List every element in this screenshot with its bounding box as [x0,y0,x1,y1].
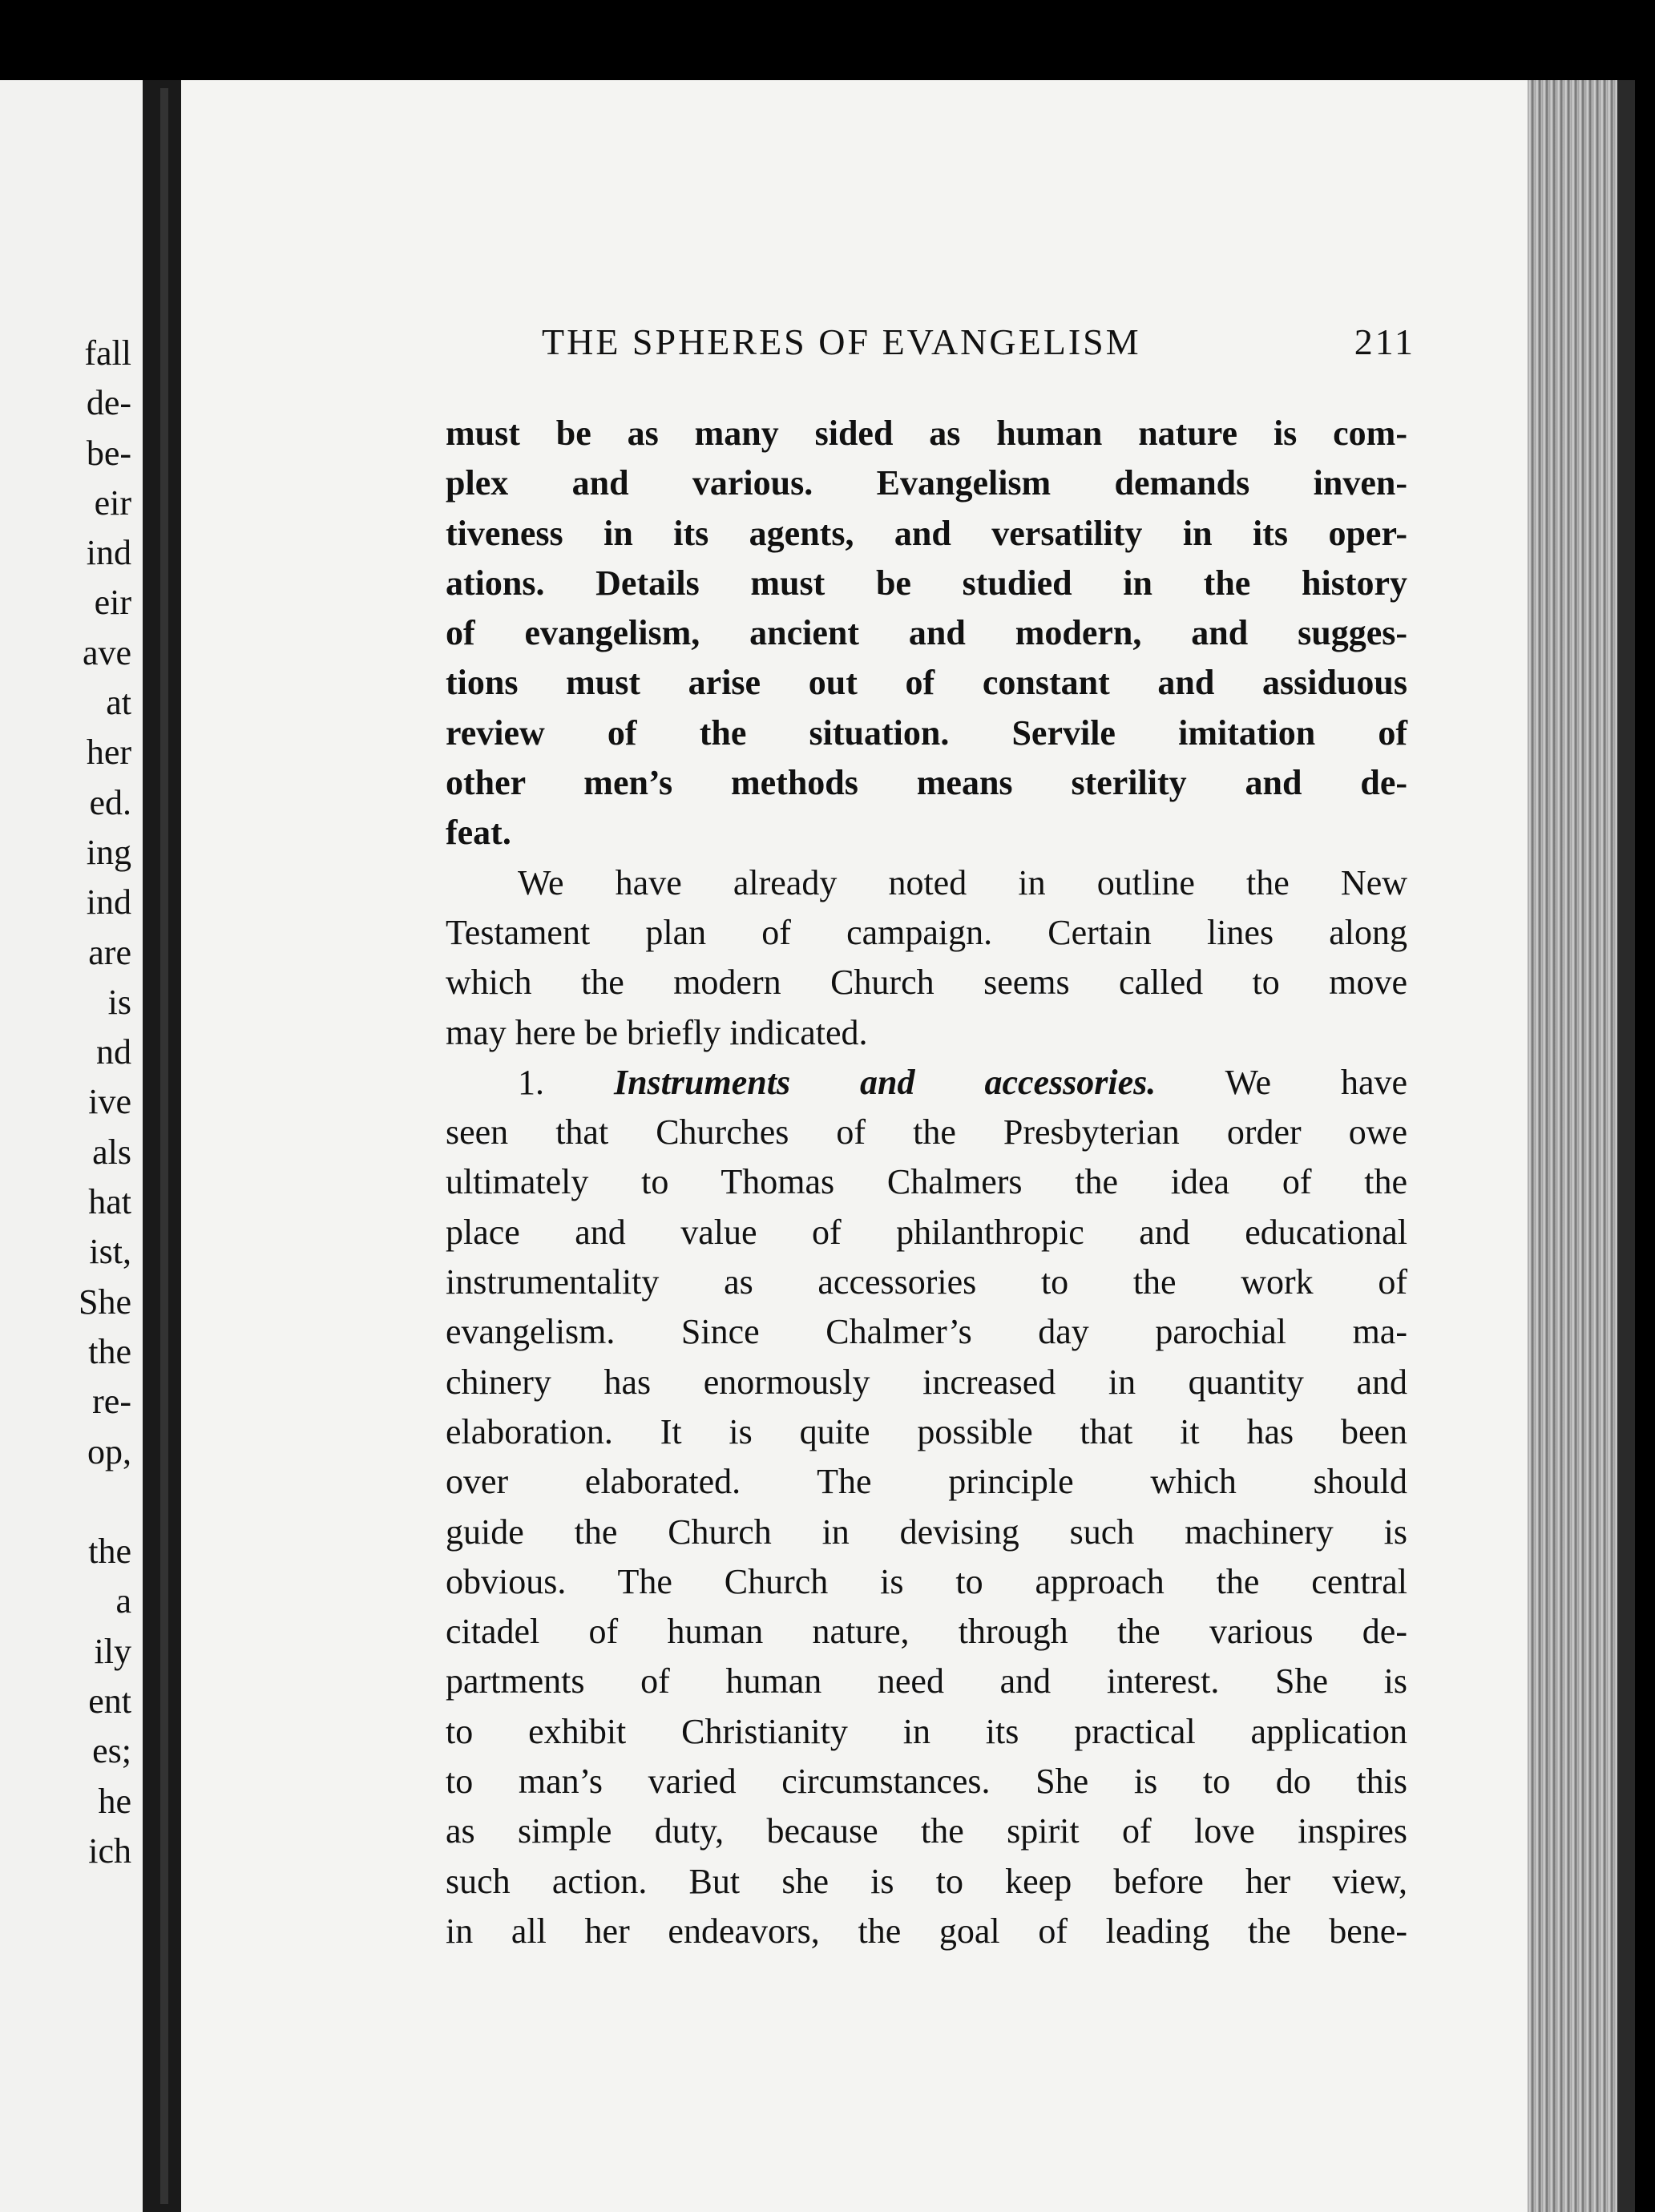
left-line-fragment: op, [87,1431,131,1471]
left-line-fragment: She [79,1282,131,1322]
page-edges [1528,80,1617,2212]
text-line: We have already noted in outline the New [518,862,1407,902]
left-line-fragment: als [92,1132,131,1172]
text-line: over elaborated. The principle which should [446,1462,1407,1502]
section-heading: Instruments and accessories. [613,1062,1156,1102]
text-line: must be as many sided as human nature is com- [446,414,1407,453]
text-line: such action. But she is to keep before her view, [446,1861,1407,1901]
text-line: as simple duty, because the spirit of love inspires [446,1811,1407,1851]
left-line-fragment: ent [88,1681,131,1722]
text-line: review of the situation. Servile imitation of [446,712,1407,753]
left-line-fragment: ave [82,632,131,672]
left-line-fragment: ich [88,1831,131,1871]
left-line-fragment: are [88,932,131,972]
right-page [181,80,1528,2212]
left-line-fragment: ind [86,882,131,922]
left-line-fragment: es; [92,1731,131,1771]
text-line: in all her endeavors, the goal of leading the bene- [446,1911,1407,1951]
text-line: elaboration. It is quite possible that it has been [446,1411,1407,1451]
left-line-fragment: at [106,683,131,723]
section-number: 1. [518,1062,544,1102]
text-line: which the modern Church seems called to move [446,963,1407,1003]
text-line: ations. Details must be studied in the history [446,563,1407,603]
text-line: tiveness in its agents, and versatility in its oper- [446,513,1407,553]
left-line-fragment: eir [94,583,131,623]
gutter-fold-line [160,88,168,2204]
text-line-tail: We have [1225,1062,1407,1102]
left-line-fragment: fall [84,333,131,373]
body-text [446,409,1407,1956]
text-line: other men’s methods means sterility and de- [446,763,1407,803]
left-line-fragment [0,1477,136,1527]
left-line-fragment: hat [88,1182,131,1222]
page-number: 211 [1354,321,1415,362]
left-line-fragment: ive [88,1082,131,1122]
text-line: evangelism. Since Chalmer’s day parochial ma- [446,1312,1407,1352]
text-line: of evangelism, ancient and modern, and sugges- [446,613,1407,653]
text-line: citadel of human nature, through the various de- [446,1612,1407,1652]
text-line: Testament plan of campaign. Certain lines along [446,912,1407,952]
left-line-fragment: he [98,1781,131,1821]
text-line: plex and various. Evangelism demands inven- [446,463,1407,503]
left-line-fragment: ily [94,1631,131,1671]
left-line-fragment: ing [86,832,131,872]
left-line-fragment: the [88,1331,131,1371]
left-line-fragment: the [88,1532,131,1572]
left-page-fragment [0,80,143,2212]
left-line-fragment: eir [94,482,131,523]
left-line-fragment: ist, [89,1232,131,1272]
page-edges-shadow [1617,80,1635,2212]
text-line: obvious. The Church is to approach the central [446,1561,1407,1601]
text-line: to man’s varied circumstances. She is to do this [446,1762,1407,1802]
left-line-fragment: be- [86,433,131,473]
left-line-fragment: re- [92,1382,131,1422]
text-line: seen that Churches of the Presbyterian order owe [446,1112,1407,1152]
text-line: chinery has enormously increased in quantity and [446,1362,1407,1402]
left-line-fragment: is [107,982,131,1022]
text-line: ultimately to Thomas Chalmers the idea of the [446,1162,1407,1202]
running-head-title: THE SPHERES OF EVANGELISM [542,321,1141,362]
left-line-fragment: nd [96,1032,131,1072]
left-line-fragment: a [115,1581,131,1621]
text-line: to exhibit Christianity in its practical application [446,1711,1407,1751]
text-line: feat. [446,813,511,853]
text-line: guide the Church in devising such machinery is [446,1512,1407,1552]
text-line: tions must arise out of constant and assiduous [446,663,1407,703]
text-line: place and value of philanthropic and educational [446,1212,1407,1252]
left-page-line-fragments [0,329,136,1876]
running-head [542,321,1415,377]
left-line-fragment: her [86,733,131,773]
text-line: instrumentality as accessories to the work of [446,1262,1407,1302]
left-line-fragment: ed. [89,782,131,822]
section-heading-line [446,1058,1407,1108]
left-line-fragment: de- [86,383,131,423]
text-line: may here be briefly indicated. [446,1012,868,1052]
text-line: partments of human need and interest. She is [446,1661,1407,1701]
left-line-fragment: ind [86,533,131,573]
